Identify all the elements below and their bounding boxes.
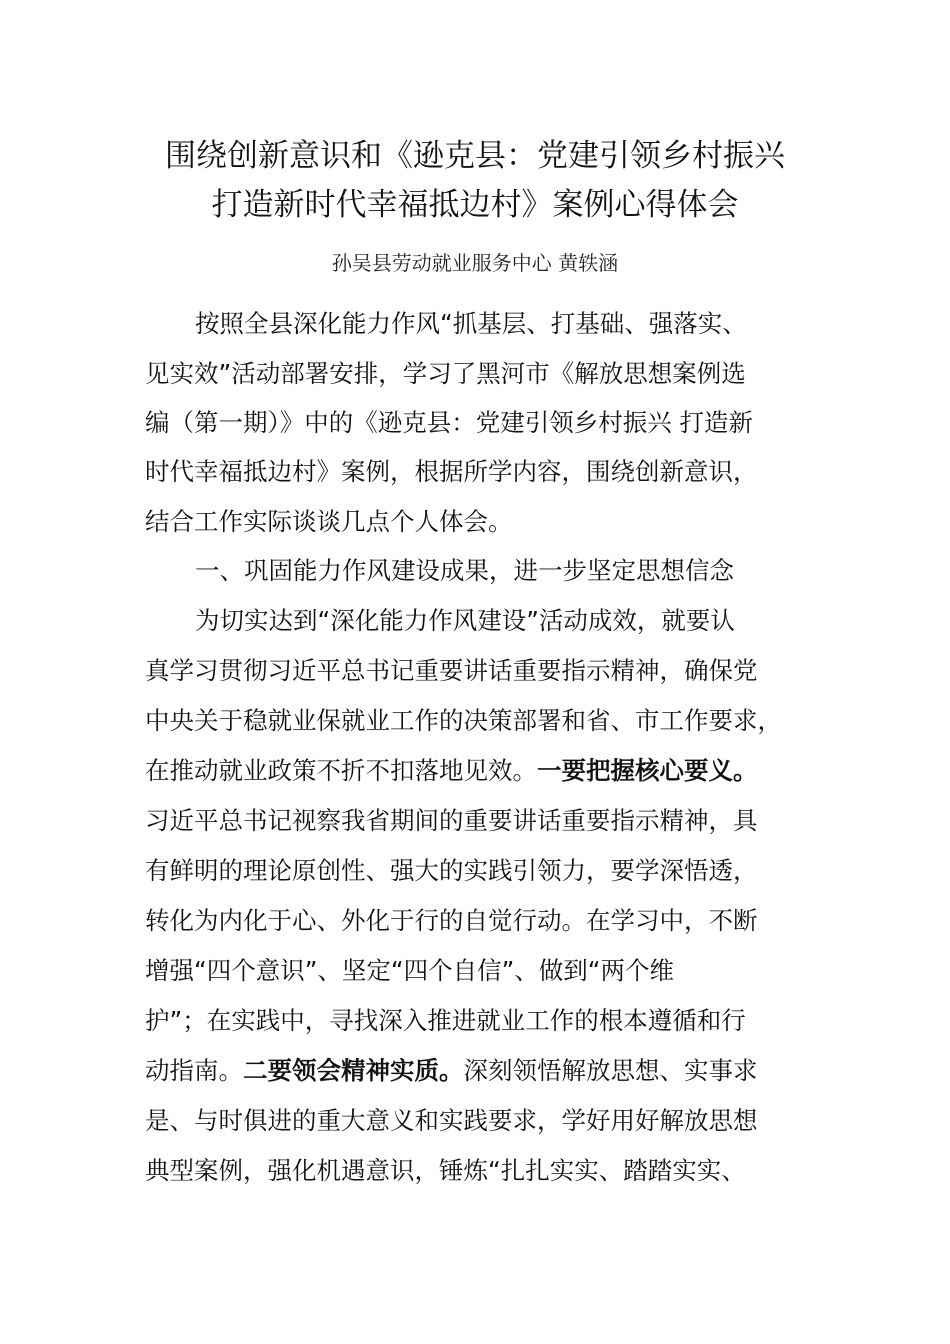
body-line: 护”；在实践中，寻找深入推进就业工作的根本遵循和行	[145, 1006, 746, 1035]
body-text: 深刻领悟解放思想、实事求	[463, 1056, 758, 1085]
author-byline: 孙吴县劳动就业服务中心 黄轶涵	[331, 251, 619, 275]
document-title-line-1: 围绕创新意识和《逊克县：党建引领乡村振兴	[165, 138, 785, 174]
body-line: 结合工作实际谈谈几点个人体会。	[145, 507, 513, 536]
body-line: 习近平总书记视察我省期间的重要讲话重要指示精神，具	[145, 806, 758, 835]
bold-point-2: 二要领会精神实质。	[243, 1056, 464, 1085]
body-line: 见实效”活动部署安排，学习了黑河市《解放思想案例选	[145, 359, 746, 388]
body-line: 时代幸福抵边村》案例，根据所学内容，围绕创新意识，	[145, 457, 758, 486]
body-line: 编（第一期）》中的《逊克县：党建引领乡村振兴 打造新	[145, 408, 754, 437]
body-line: 真学习贯彻习近平总书记重要讲话重要指示精神，确保党	[145, 656, 758, 685]
body-line	[145, 1054, 758, 1088]
body-line	[145, 754, 758, 788]
body-line: 典型案例，强化机遇意识，锤炼“扎扎实实、踏踏实实、	[145, 1156, 746, 1185]
body-line: 增强“四个意识”、坚定“四个自信”、做到“两个维	[145, 956, 674, 985]
body-text: 在推动就业政策不折不扣落地见效。	[145, 756, 537, 785]
body-line: 为切实达到“深化能力作风建设”活动成效，就要认	[195, 606, 735, 635]
section-heading: 一、巩固能力作风建设成果，进一步坚定思想信念	[195, 556, 734, 585]
document-title-line-2: 打造新时代幸福抵边村》案例心得体会	[211, 187, 739, 223]
body-line: 中央关于稳就业保就业工作的决策部署和省、市工作要求，	[145, 706, 782, 735]
body-line: 是、与时俱进的重大意义和实践要求，学好用好解放思想	[145, 1106, 758, 1135]
body-line: 转化为内化于心、外化于行的自觉行动。在学习中，不断	[145, 906, 758, 935]
body-line: 有鲜明的理论原创性、强大的实践引领力，要学深悟透，	[145, 856, 758, 885]
body-text: 动指南。	[145, 1056, 243, 1085]
body-line: 按照全县深化能力作风“抓基层、打基础、强落实、	[195, 309, 747, 338]
bold-point-1: 一要把握核心要义。	[537, 756, 758, 785]
